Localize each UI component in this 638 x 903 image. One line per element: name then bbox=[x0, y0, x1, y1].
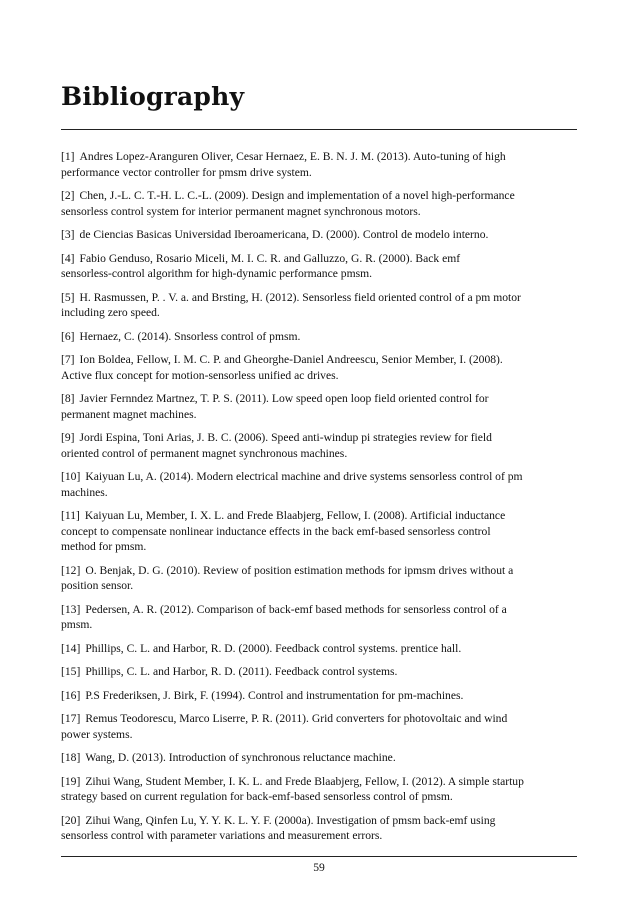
bib-entry-line bbox=[61, 508, 581, 524]
bib-entry-number: [4] bbox=[61, 251, 75, 265]
bib-entry-text: Fabio Genduso, Rosario Miceli, M. I. C. R. and Galluzzo, G. R. (2000). Back emf bbox=[79, 251, 461, 265]
bib-entry bbox=[61, 469, 581, 500]
bib-entry-text: Chen, J.-L. C. T.-H. L. C.-L. (2009). Design and implementation of a novel high-performance bbox=[79, 189, 515, 202]
bib-entry-text: Kaiyuan Lu, Member, I. X. L. and Frede Blaabjerg, Fellow, I. (2008). Artificial inductance bbox=[84, 509, 506, 522]
bib-entry-line: Active flux concept for motion-sensorless unified ac drives. bbox=[61, 368, 339, 382]
bib-entry bbox=[61, 227, 581, 243]
bib-entry-line bbox=[61, 188, 581, 204]
bib-entry bbox=[61, 602, 581, 633]
bib-entry-line bbox=[61, 711, 581, 727]
bib-entry-line: power systems. bbox=[61, 727, 133, 741]
bib-entry bbox=[61, 329, 581, 345]
bib-entry bbox=[61, 774, 581, 805]
bib-entry-text: Zihui Wang, Student Member, I. K. L. and Frede Blaabjerg, Fellow, I. (2012). A simple startup bbox=[85, 774, 524, 788]
bib-entry-text: H. Rasmussen, P. . V. a. and Brsting, H. (2012). Sensorless field oriented control of a pm motor bbox=[79, 290, 521, 304]
bib-entry-line bbox=[61, 602, 581, 618]
bib-entry-line bbox=[61, 688, 581, 704]
bib-entry-number: [8] bbox=[61, 392, 75, 405]
bib-entry bbox=[61, 290, 581, 321]
bib-entry-number: [6] bbox=[61, 329, 75, 343]
bib-entry bbox=[61, 750, 581, 766]
bib-entry-text: Zihui Wang, Qinfen Lu, Y. Y. K. L. Y. F. (2000a). Investigation of pmsm back-emf using bbox=[85, 813, 496, 827]
bib-entry-text: Ion Boldea, Fellow, I. M. C. P. and Gheorghe-Daniel Andreescu, Senior Member, I. (2008). bbox=[79, 353, 503, 366]
bib-entry-text: Remus Teodorescu, Marco Liserre, P. R. (2011). Grid converters for photovoltaic and wind bbox=[85, 712, 508, 725]
bib-entry-number: [20] bbox=[61, 813, 81, 827]
bib-entry-number: [15] bbox=[61, 665, 81, 678]
bib-entry-text: Kaiyuan Lu, A. (2014). Modern electrical machine and drive systems sensorless control of pm bbox=[85, 470, 523, 483]
bib-entry-line: sensorless control with parameter variations and measurement errors. bbox=[61, 829, 383, 842]
bib-entry-line bbox=[61, 563, 581, 579]
bib-entry-text: P.S Frederiksen, J. Birk, F. (1994). Control and instrumentation for pm-machines. bbox=[85, 688, 464, 702]
bib-entry-line bbox=[61, 290, 581, 306]
bib-entry-line bbox=[61, 469, 581, 485]
bib-entry-line bbox=[61, 251, 581, 267]
bib-entry bbox=[61, 688, 581, 704]
bib-entry bbox=[61, 430, 581, 461]
bib-entry bbox=[61, 711, 581, 742]
bib-entry-number: [3] bbox=[61, 228, 75, 241]
bib-entry-line: strategy based on current regulation for back-emf-based sensorless control of pmsm. bbox=[61, 790, 453, 803]
bib-entry-text: Hernaez, C. (2014). Snsorless control of pmsm. bbox=[79, 329, 301, 343]
bib-entry-text: Javier Fernndez Martnez, T. P. S. (2011). Low speed open loop field oriented control for bbox=[79, 392, 489, 405]
bib-entry bbox=[61, 251, 581, 282]
bib-entry-text: Andres Lopez-Aranguren Oliver, Cesar Hernaez, E. B. N. J. M. (2013). Auto-tuning of high bbox=[79, 150, 506, 163]
bib-entry bbox=[61, 563, 581, 594]
bib-entry-line: method for pmsm. bbox=[61, 540, 147, 553]
bib-entry-line: position sensor. bbox=[61, 579, 134, 592]
page-title: Bibliography bbox=[61, 82, 245, 111]
bib-entry bbox=[61, 352, 581, 383]
bib-entry-line bbox=[61, 329, 581, 345]
bib-entry-number: [13] bbox=[61, 602, 81, 616]
bib-entry-number: [12] bbox=[61, 563, 81, 577]
bib-entry-line bbox=[61, 750, 581, 766]
bib-entry-line bbox=[61, 774, 581, 790]
page-number: 59 bbox=[313, 861, 325, 874]
bib-entry-line: sensorless-control algorithm for high-dynamic performance pmsm. bbox=[61, 267, 373, 280]
bib-entry-number: [19] bbox=[61, 774, 81, 788]
bib-entry-line: concept to compensate nonlinear inductance effects in the back emf-based sensorless control bbox=[61, 524, 491, 538]
bib-entry-line bbox=[61, 149, 581, 165]
bib-entry-line bbox=[61, 430, 581, 446]
bib-entry-line: permanent magnet machines. bbox=[61, 407, 197, 421]
bib-entry-line: sensorless control system for interior permanent magnet synchronous motors. bbox=[61, 204, 421, 218]
bib-entry-text: de Ciencias Basicas Universidad Iberoamericana, D. (2000). Control de modelo interno. bbox=[79, 228, 489, 241]
bib-entry-line: machines. bbox=[61, 485, 108, 499]
bib-entry-line bbox=[61, 813, 581, 829]
bib-entry bbox=[61, 508, 581, 555]
footer-rule bbox=[61, 856, 577, 857]
bib-entry-text: Pedersen, A. R. (2012). Comparison of back-emf based methods for sensorless control of a bbox=[85, 602, 507, 616]
bibliography-list bbox=[61, 149, 581, 852]
bib-entry bbox=[61, 391, 581, 422]
bib-entry-text: Phillips, C. L. and Harbor, R. D. (2011). Feedback control systems. bbox=[85, 665, 398, 678]
bib-entry-line bbox=[61, 352, 581, 368]
bib-entry-line: performance vector controller for pmsm drive system. bbox=[61, 165, 312, 179]
bib-entry-number: [11] bbox=[61, 509, 80, 522]
bib-entry-text: Jordi Espina, Toni Arias, J. B. C. (2006). Speed anti-windup pi strategies review for field bbox=[79, 431, 492, 444]
bib-entry-number: [18] bbox=[61, 751, 81, 764]
bib-entry-number: [7] bbox=[61, 353, 75, 366]
bib-entry-line bbox=[61, 391, 581, 407]
bib-entry-line: including zero speed. bbox=[61, 306, 160, 319]
bib-entry-number: [2] bbox=[61, 189, 75, 202]
bib-entry-text: O. Benjak, D. G. (2010). Review of position estimation methods for ipmsm drives without a bbox=[85, 563, 514, 577]
bib-entry-line bbox=[61, 664, 581, 680]
bib-entry-text: Phillips, C. L. and Harbor, R. D. (2000). Feedback control systems. prentice hall. bbox=[85, 641, 462, 655]
bib-entry-line bbox=[61, 227, 581, 243]
bib-entry-number: [16] bbox=[61, 688, 81, 702]
bib-entry-number: [10] bbox=[61, 470, 81, 483]
bib-entry bbox=[61, 641, 581, 657]
bib-entry-line: oriented control of permanent magnet synchronous machines. bbox=[61, 446, 348, 460]
title-rule bbox=[61, 129, 577, 130]
bib-entry-number: [1] bbox=[61, 150, 75, 163]
bib-entry-line: pmsm. bbox=[61, 618, 93, 631]
bib-entry-number: [17] bbox=[61, 712, 81, 725]
bib-entry-number: [14] bbox=[61, 641, 81, 655]
bib-entry-text: Wang, D. (2013). Introduction of synchronous reluctance machine. bbox=[85, 751, 396, 764]
bib-entry bbox=[61, 813, 581, 844]
bib-entry-number: [9] bbox=[61, 431, 75, 444]
bib-entry-number: [5] bbox=[61, 290, 75, 304]
bib-entry bbox=[61, 188, 581, 219]
bib-entry-line bbox=[61, 641, 581, 657]
bib-entry bbox=[61, 149, 581, 180]
bib-entry bbox=[61, 664, 581, 680]
